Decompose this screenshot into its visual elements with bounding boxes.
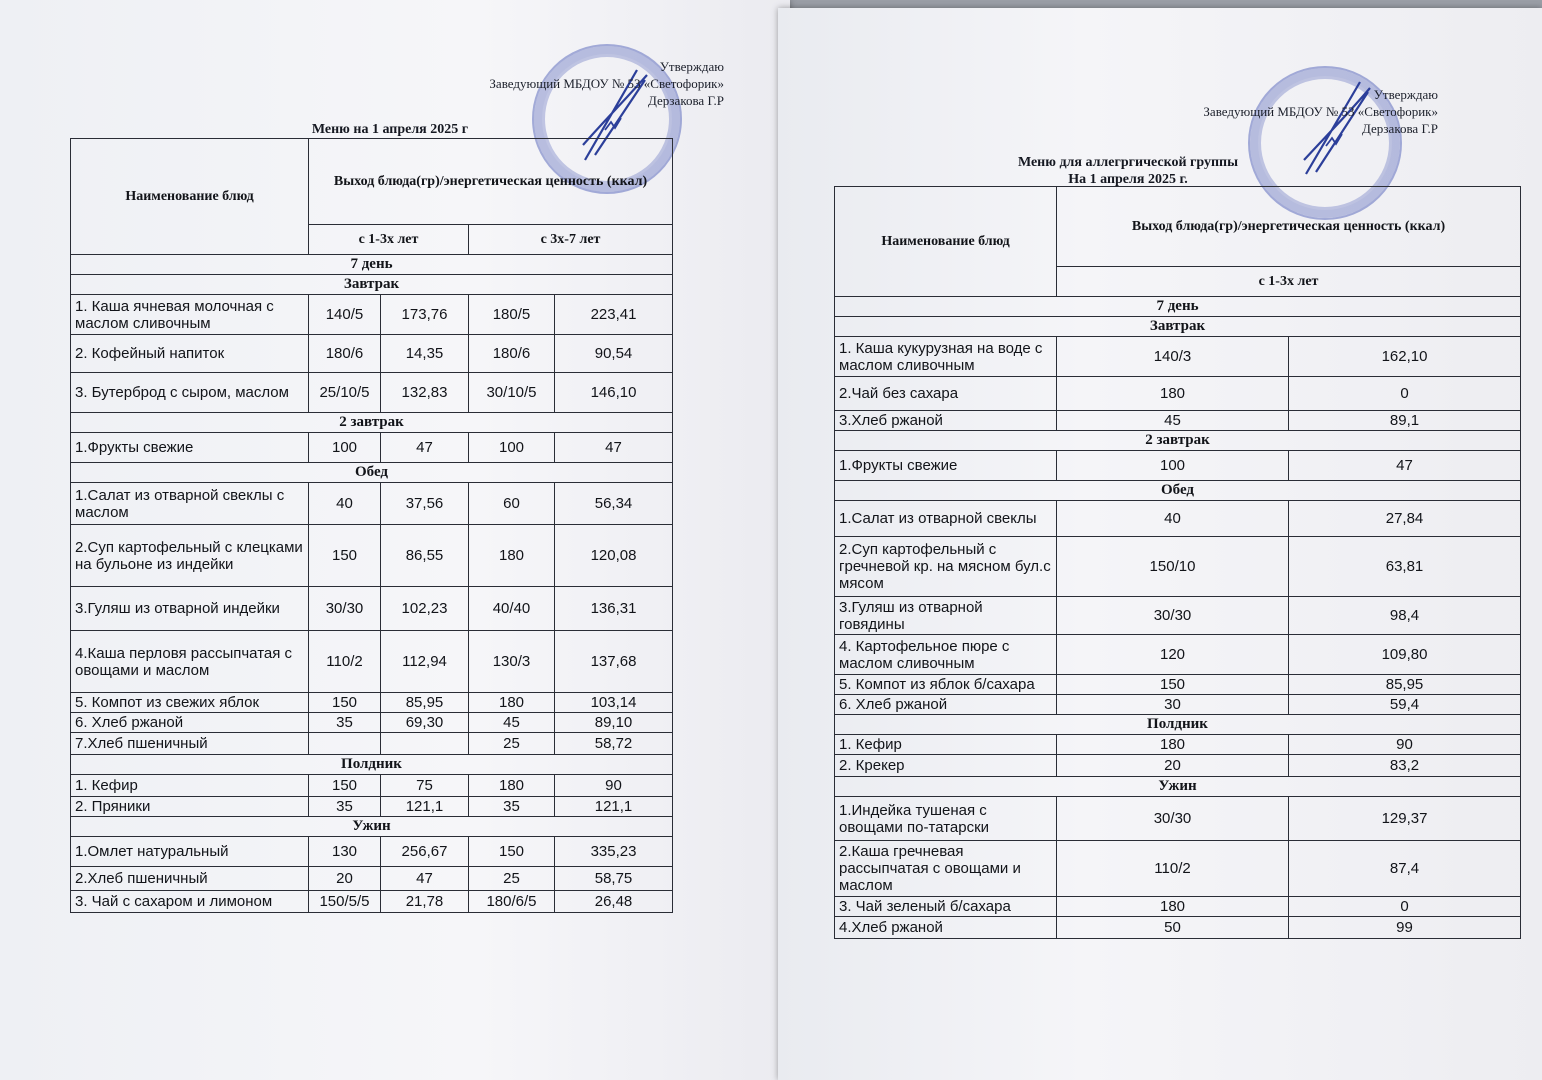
kcal-3-7: 56,34 — [555, 483, 673, 525]
kcal-3-7: 136,31 — [555, 587, 673, 631]
dish-name: 1.Салат из отварной свеклы с маслом — [71, 483, 309, 525]
section-row — [835, 777, 1521, 797]
dish-row — [71, 631, 673, 693]
yield-3-7: 180/6/5 — [469, 891, 555, 913]
dish-name: 1. Кефир — [835, 735, 1057, 755]
yield-1-3: 150 — [309, 693, 381, 713]
dish-row — [835, 797, 1521, 841]
section-title: Обед — [71, 463, 673, 483]
header-dish-name: Наименование блюд — [835, 187, 1057, 297]
yield-1-3: 40 — [1057, 501, 1289, 537]
dish-name: 1.Омлет натуральный — [71, 837, 309, 867]
section-title: Ужин — [71, 817, 673, 837]
yield-1-3: 150/10 — [1057, 537, 1289, 597]
yield-3-7: 180/5 — [469, 295, 555, 335]
kcal-1-3: 47 — [381, 867, 469, 891]
kcal-1-3: 47 — [381, 433, 469, 463]
yield-1-3: 150 — [309, 525, 381, 587]
dish-name: 3. Бутерброд с сыром, маслом — [71, 373, 309, 413]
dish-row — [71, 891, 673, 913]
dish-name: 1. Каша ячневая молочная с маслом сливочным — [71, 295, 309, 335]
kcal-1-3: 85,95 — [381, 693, 469, 713]
header-yield: Выход блюда(гр)/энергетическая ценность (ккал) — [1057, 187, 1521, 267]
dish-row — [71, 867, 673, 891]
kcal-1-3: 90 — [1289, 735, 1521, 755]
dish-row — [71, 525, 673, 587]
kcal-1-3: 173,76 — [381, 295, 469, 335]
yield-1-3: 180 — [1057, 897, 1289, 917]
kcal-1-3: 59,4 — [1289, 695, 1521, 715]
dish-row — [835, 695, 1521, 715]
section-title: Ужин — [835, 777, 1521, 797]
kcal-1-3: 99 — [1289, 917, 1521, 939]
yield-3-7: 100 — [469, 433, 555, 463]
yield-1-3: 110/2 — [1057, 841, 1289, 897]
kcal-1-3: 89,1 — [1289, 411, 1521, 431]
kcal-1-3: 37,56 — [381, 483, 469, 525]
kcal-1-3: 63,81 — [1289, 537, 1521, 597]
dish-row — [835, 735, 1521, 755]
kcal-1-3: 132,83 — [381, 373, 469, 413]
menu-title-right — [978, 154, 1278, 188]
kcal-3-7: 90 — [555, 775, 673, 797]
kcal-1-3 — [381, 733, 469, 755]
yield-3-7: 130/3 — [469, 631, 555, 693]
kcal-1-3: 0 — [1289, 897, 1521, 917]
kcal-1-3: 87,4 — [1289, 841, 1521, 897]
dish-row — [71, 797, 673, 817]
kcal-1-3: 47 — [1289, 451, 1521, 481]
approval-word: Утверждаю — [659, 59, 724, 74]
dish-name: 2. Пряники — [71, 797, 309, 817]
yield-3-7: 150 — [469, 837, 555, 867]
yield-3-7: 180 — [469, 693, 555, 713]
yield-1-3: 45 — [1057, 411, 1289, 431]
approval-signer: Дерзакова Г.Р — [1361, 121, 1438, 136]
dish-name: 1. Кефир — [71, 775, 309, 797]
header-row — [71, 139, 673, 225]
header-age-3-7: с 3х-7 лет — [469, 225, 673, 255]
approval-block-right — [1138, 86, 1438, 137]
yield-1-3: 100 — [1057, 451, 1289, 481]
dish-name: 2.Каша гречневая рассыпчатая с овощами и маслом — [835, 841, 1057, 897]
dish-name: 1.Фрукты свежие — [71, 433, 309, 463]
yield-3-7: 25 — [469, 733, 555, 755]
dish-name: 3. Чай с сахаром и лимоном — [71, 891, 309, 913]
section-row — [835, 481, 1521, 501]
dish-row — [71, 693, 673, 713]
yield-1-3: 150/5/5 — [309, 891, 381, 913]
section-title: Завтрак — [71, 275, 673, 295]
kcal-1-3: 121,1 — [381, 797, 469, 817]
kcal-1-3: 162,10 — [1289, 337, 1521, 377]
yield-1-3: 180 — [1057, 735, 1289, 755]
dish-name: 2.Хлеб пшеничный — [71, 867, 309, 891]
yield-3-7: 30/10/5 — [469, 373, 555, 413]
menu-table-left — [70, 138, 673, 913]
kcal-3-7: 335,23 — [555, 837, 673, 867]
menu-title-left: Меню на 1 апреля 2025 г — [311, 122, 469, 137]
section-row — [71, 275, 673, 295]
dish-name: 3.Гуляш из отварной говядины — [835, 597, 1057, 635]
yield-1-3: 140/3 — [1057, 337, 1289, 377]
yield-1-3: 150 — [309, 775, 381, 797]
dish-name: 1.Салат из отварной свеклы — [835, 501, 1057, 537]
dish-row — [71, 837, 673, 867]
yield-1-3: 25/10/5 — [309, 373, 381, 413]
kcal-1-3: 85,95 — [1289, 675, 1521, 695]
yield-3-7: 40/40 — [469, 587, 555, 631]
yield-1-3: 50 — [1057, 917, 1289, 939]
dish-row — [835, 897, 1521, 917]
kcal-3-7: 47 — [555, 433, 673, 463]
dish-name: 2.Суп картофельный с гречневой кр. на мясном бул.с мясом — [835, 537, 1057, 597]
kcal-1-3: 0 — [1289, 377, 1521, 411]
dish-name: 3.Гуляш из отварной индейки — [71, 587, 309, 631]
dish-name: 1.Индейка тушеная с овощами по-татарски — [835, 797, 1057, 841]
dish-name: 1.Фрукты свежие — [835, 451, 1057, 481]
yield-1-3: 100 — [309, 433, 381, 463]
yield-1-3: 180/6 — [309, 335, 381, 373]
yield-1-3: 150 — [1057, 675, 1289, 695]
yield-1-3: 110/2 — [309, 631, 381, 693]
kcal-3-7: 223,41 — [555, 295, 673, 335]
kcal-3-7: 146,10 — [555, 373, 673, 413]
dish-row — [835, 337, 1521, 377]
yield-3-7: 25 — [469, 867, 555, 891]
header-yield: Выход блюда(гр)/энергетическая ценность (ккал) — [309, 139, 673, 225]
yield-1-3 — [309, 733, 381, 755]
dish-name: 4.Хлеб ржаной — [835, 917, 1057, 939]
kcal-3-7: 103,14 — [555, 693, 673, 713]
approval-position: Заведующий МБДОУ № 53 «Светофорик» — [1203, 104, 1438, 119]
dish-name: 2.Суп картофельный с клецками на бульоне из индейки — [71, 525, 309, 587]
kcal-1-3: 86,55 — [381, 525, 469, 587]
approval-signer: Дерзакова Г.Р — [647, 93, 724, 108]
kcal-1-3: 83,2 — [1289, 755, 1521, 777]
section-row — [71, 755, 673, 775]
header-dish-name: Наименование блюд — [71, 139, 309, 255]
yield-1-3: 40 — [309, 483, 381, 525]
dish-row — [835, 841, 1521, 897]
approval-block-left — [430, 58, 724, 109]
title-line-2: На 1 апреля 2025 г. — [1068, 172, 1188, 187]
dish-row — [835, 451, 1521, 481]
dish-row — [71, 587, 673, 631]
yield-1-3: 35 — [309, 797, 381, 817]
day-row — [835, 297, 1521, 317]
section-row — [71, 413, 673, 433]
day-label: 7 день — [835, 297, 1521, 317]
kcal-1-3: 129,37 — [1289, 797, 1521, 841]
kcal-3-7: 120,08 — [555, 525, 673, 587]
kcal-1-3: 256,67 — [381, 837, 469, 867]
kcal-1-3: 21,78 — [381, 891, 469, 913]
header-row — [835, 187, 1521, 267]
yield-1-3: 130 — [309, 837, 381, 867]
dish-name: 2.Чай без сахара — [835, 377, 1057, 411]
yield-3-7: 180 — [469, 775, 555, 797]
header-age-1-3: с 1-3х лет — [1057, 267, 1521, 297]
section-title: Полдник — [835, 715, 1521, 735]
section-title: Обед — [835, 481, 1521, 501]
kcal-3-7: 89,10 — [555, 713, 673, 733]
kcal-1-3: 102,23 — [381, 587, 469, 631]
yield-3-7: 45 — [469, 713, 555, 733]
dish-name: 3. Чай зеленый б/сахара — [835, 897, 1057, 917]
yield-1-3: 30/30 — [1057, 797, 1289, 841]
day-label: 7 день — [71, 255, 673, 275]
yield-1-3: 30/30 — [309, 587, 381, 631]
right-menu-sheet — [778, 8, 1542, 1080]
dish-name: 7.Хлеб пшеничный — [71, 733, 309, 755]
yield-1-3: 120 — [1057, 635, 1289, 675]
dish-row — [71, 295, 673, 335]
yield-1-3: 35 — [309, 713, 381, 733]
dish-name: 1. Каша кукурузная на воде с маслом сливочным — [835, 337, 1057, 377]
dish-row — [835, 635, 1521, 675]
yield-1-3: 20 — [309, 867, 381, 891]
section-title: 2 завтрак — [835, 431, 1521, 451]
section-row — [71, 463, 673, 483]
kcal-1-3: 98,4 — [1289, 597, 1521, 635]
kcal-3-7: 121,1 — [555, 797, 673, 817]
dish-row — [71, 733, 673, 755]
section-title: Завтрак — [835, 317, 1521, 337]
yield-1-3: 30/30 — [1057, 597, 1289, 635]
day-row — [71, 255, 673, 275]
kcal-1-3: 112,94 — [381, 631, 469, 693]
kcal-3-7: 26,48 — [555, 891, 673, 913]
menu-table-right — [834, 186, 1521, 939]
dish-name: 5. Компот из яблок б/сахара — [835, 675, 1057, 695]
yield-3-7: 60 — [469, 483, 555, 525]
yield-3-7: 180 — [469, 525, 555, 587]
header-age-1-3: с 1-3х лет — [309, 225, 469, 255]
title-line-1: Меню для аллегргической группы — [1017, 155, 1239, 170]
yield-1-3: 180 — [1057, 377, 1289, 411]
approval-word: Утверждаю — [1373, 87, 1438, 102]
section-title: Полдник — [71, 755, 673, 775]
yield-1-3: 140/5 — [309, 295, 381, 335]
kcal-1-3: 27,84 — [1289, 501, 1521, 537]
dish-name: 3.Хлеб ржаной — [835, 411, 1057, 431]
dish-name: 2. Кофейный напиток — [71, 335, 309, 373]
approval-position: Заведующий МБДОУ № 53 «Светофорик» — [489, 76, 724, 91]
dish-name: 6. Хлеб ржаной — [71, 713, 309, 733]
dish-row — [835, 675, 1521, 695]
dish-name: 4. Картофельное пюре с маслом сливочным — [835, 635, 1057, 675]
dish-row — [71, 483, 673, 525]
dish-row — [835, 377, 1521, 411]
dish-row — [835, 917, 1521, 939]
kcal-1-3: 75 — [381, 775, 469, 797]
kcal-3-7: 58,75 — [555, 867, 673, 891]
dish-row — [835, 537, 1521, 597]
dish-row — [71, 713, 673, 733]
dish-row — [71, 335, 673, 373]
section-row — [835, 317, 1521, 337]
kcal-1-3: 109,80 — [1289, 635, 1521, 675]
dish-row — [835, 755, 1521, 777]
yield-3-7: 180/6 — [469, 335, 555, 373]
section-title: 2 завтрак — [71, 413, 673, 433]
kcal-3-7: 137,68 — [555, 631, 673, 693]
dish-row — [71, 775, 673, 797]
kcal-1-3: 69,30 — [381, 713, 469, 733]
section-row — [71, 817, 673, 837]
yield-1-3: 20 — [1057, 755, 1289, 777]
kcal-3-7: 90,54 — [555, 335, 673, 373]
dish-row — [835, 501, 1521, 537]
dish-name: 4.Каша перловя рассыпчатая с овощами и маслом — [71, 631, 309, 693]
section-row — [835, 431, 1521, 451]
dish-row — [835, 411, 1521, 431]
dish-row — [71, 433, 673, 463]
kcal-1-3: 14,35 — [381, 335, 469, 373]
section-row — [835, 715, 1521, 735]
dish-row — [835, 597, 1521, 635]
yield-1-3: 30 — [1057, 695, 1289, 715]
dish-row — [71, 373, 673, 413]
dish-name: 6. Хлеб ржаной — [835, 695, 1057, 715]
yield-3-7: 35 — [469, 797, 555, 817]
kcal-3-7: 58,72 — [555, 733, 673, 755]
dish-name: 2. Крекер — [835, 755, 1057, 777]
dish-name: 5. Компот из свежих яблок — [71, 693, 309, 713]
